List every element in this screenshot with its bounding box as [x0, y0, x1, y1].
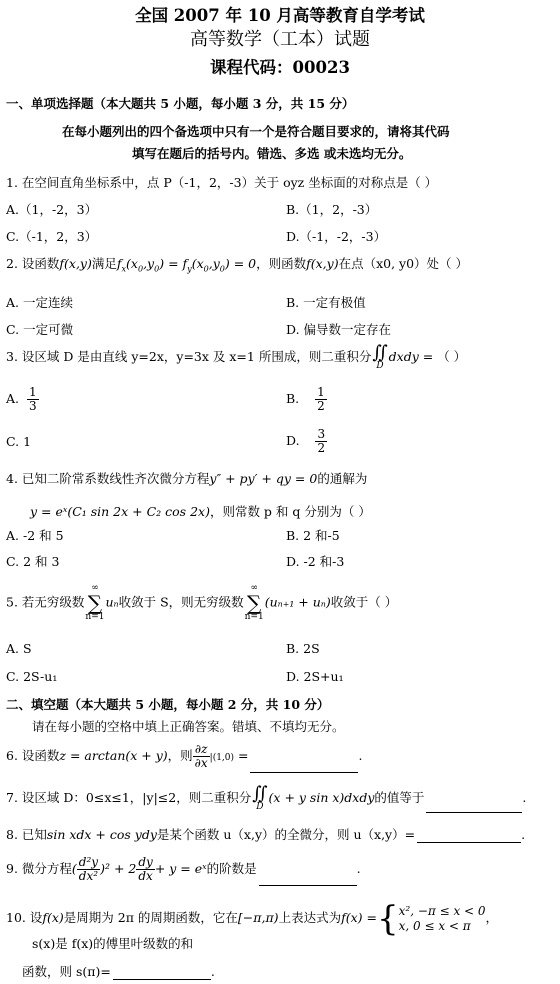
q8-answer-blank[interactable]: [417, 828, 521, 843]
exam-header-line1: 全国 2007 年 10 月高等教育自学考试: [135, 6, 425, 25]
q9-answer-blank[interactable]: [259, 871, 357, 886]
section2-heading: 二、填空题（本大题共 5 小题，每小题 2 分，共 10 分）: [6, 697, 330, 712]
q7-answer-blank[interactable]: [426, 798, 522, 813]
q4-solution: y = eˣ(C₁ sin 2x + C₂ cos 2x): [30, 504, 210, 519]
q1-option-b: B.（1，2，-3）: [286, 202, 378, 217]
double-integral-symbol: ∬ D: [372, 342, 388, 371]
q1-stem: 1. 在空间直角坐标系中，点 P（-1，2，-3）关于 oyz 坐标面的对称点是（ ）: [6, 175, 438, 190]
q2-fxy2: f(x,y): [306, 256, 339, 271]
q4-option-b: B. 2 和-5: [286, 528, 340, 543]
q4-option-d: D. -2 和-3: [286, 554, 345, 569]
q3-option-b: B. $\frac{1}{2}$: [286, 385, 325, 413]
q3-option-d: D. $\frac{3}{2}$: [286, 427, 326, 455]
sum-symbol-2: ∞ ∑ n=1: [244, 583, 264, 622]
section1-instruction-2: 填写在题后的括号内。错选、多选 或未选均无分。: [132, 146, 412, 161]
q2-option-b: B. 一定有极值: [286, 295, 366, 310]
q2-condition: $f_x(x_0,y_0) = f_y(x_0,y_0) = 0$: [116, 256, 257, 274]
q10-line2: s(x)是 f(x)的傅里叶级数的和: [32, 936, 194, 951]
q4-stem: 4. 已知二阶常系数线性齐次微分方程y″ + py′ + qy = 0的通解为: [6, 471, 368, 486]
q3-option-c: C. 1: [6, 434, 32, 449]
q4-equation: y″ + py′ + qy = 0: [209, 471, 318, 486]
q8-stem: 8. 已知sin xdx + cos ydy是某个函数 u（x,y）的全微分，则 u（x,y）= .: [6, 827, 526, 842]
q6-answer-blank[interactable]: [250, 758, 358, 773]
q3-tail: = （ ）: [418, 349, 467, 364]
q5-stem: 5. 若无穷级数∞ ∑ n=1uₙ收敛于 S，则无穷级数∞ ∑ n=1(uₙ₊₁ + uₙ)收敛于（ ）: [6, 583, 398, 622]
q5-option-c: C. 2S-u₁: [6, 669, 58, 684]
q6-stem: 6. 设函数z = arctan(x + y)，则 $\frac{\partial z}{\partial x}$ |(1,0) = .: [6, 741, 362, 773]
section2-instruction: 请在每小题的空格中填上正确答案。错填、不填均无分。: [32, 719, 345, 734]
left-brace: {: [376, 898, 399, 939]
q9-stem: 9. 微分方程( $\frac{\text{d²y}}{\text{dx²}}$ )² + 2 $\frac{dy}{dx}$ + y = eˣ的阶数是 .: [6, 852, 361, 886]
q4-solution-line: y = eˣ(C₁ sin 2x + C₂ cos 2x)，则常数 p 和 q 分别为（ ）: [30, 504, 371, 519]
q2-stem: [6, 256, 468, 278]
q3-option-a: A. $\frac{1}{3}$: [6, 385, 37, 413]
course-code: 课程代码：00023: [210, 58, 350, 77]
q6-function: z = arctan(x + y): [59, 748, 168, 763]
q10-line3: 函数，则 s(π)= .: [22, 964, 215, 979]
q2-mid2: ，则函数: [256, 256, 307, 271]
sum-symbol: ∞ ∑ n=1: [85, 583, 105, 622]
q2-option-a: A. 一定连续: [6, 295, 73, 310]
q1-option-d: D.（-1，-2，-3）: [286, 229, 387, 244]
q2-fxy: f(x,y): [59, 256, 92, 271]
q10-stem: 10. 设f(x)是周期为 2π 的周期函数，它在[−π,π)上表达式为f(x) ={ x², −π ≤ x < 0 x, 0 ≤ x < π ，: [6, 898, 499, 939]
q1-option-a: A.（1，-2，3）: [6, 202, 98, 217]
q3-prefix: 3. 设区域 D 是由直线 y=2x，y=3x 及 x=1 所围成，则二重积分: [6, 349, 372, 364]
section1-heading: 一、单项选择题（本大题共 5 小题，每小题 3 分，共 15 分）: [6, 96, 355, 111]
q5-option-b: B. 2S: [286, 641, 320, 656]
q7-stem: 7. 设区域 D：0≤x≤1，|y|≤2，则二重积分 ∬ D (x + y sin x)dxdy的值等于 .: [6, 783, 527, 812]
exam-title: 高等数学（工本）试题: [190, 29, 370, 50]
q3-integrand: dxdy: [388, 349, 419, 364]
section1-instruction-1: 在每小题列出的四个备选项中只有一个是符合题目要求的，请将其代码: [62, 124, 450, 139]
piecewise-cases: x², −π ≤ x < 0 x, 0 ≤ x < π: [398, 903, 486, 933]
q2-option-c: C. 一定可微: [6, 322, 74, 337]
q1-option-c: C.（-1，2，3）: [6, 229, 98, 244]
q4-option-c: C. 2 和 3: [6, 554, 60, 569]
double-integral-symbol-2: ∬ D: [252, 783, 268, 812]
q2-option-d: D. 偏导数一定存在: [286, 322, 392, 337]
q3-stem: [6, 344, 466, 371]
q5-option-a: A. S: [6, 641, 32, 656]
q5-option-d: D. 2S+u₁: [286, 669, 344, 684]
q4-option-a: A. -2 和 5: [6, 528, 64, 543]
q2-tail: 在点（x0, y0）处（ ）: [338, 256, 469, 271]
q2-mid1: 满足: [91, 256, 117, 271]
q10-answer-blank[interactable]: [113, 965, 211, 980]
q2-prefix: 2. 设函数: [6, 256, 60, 271]
